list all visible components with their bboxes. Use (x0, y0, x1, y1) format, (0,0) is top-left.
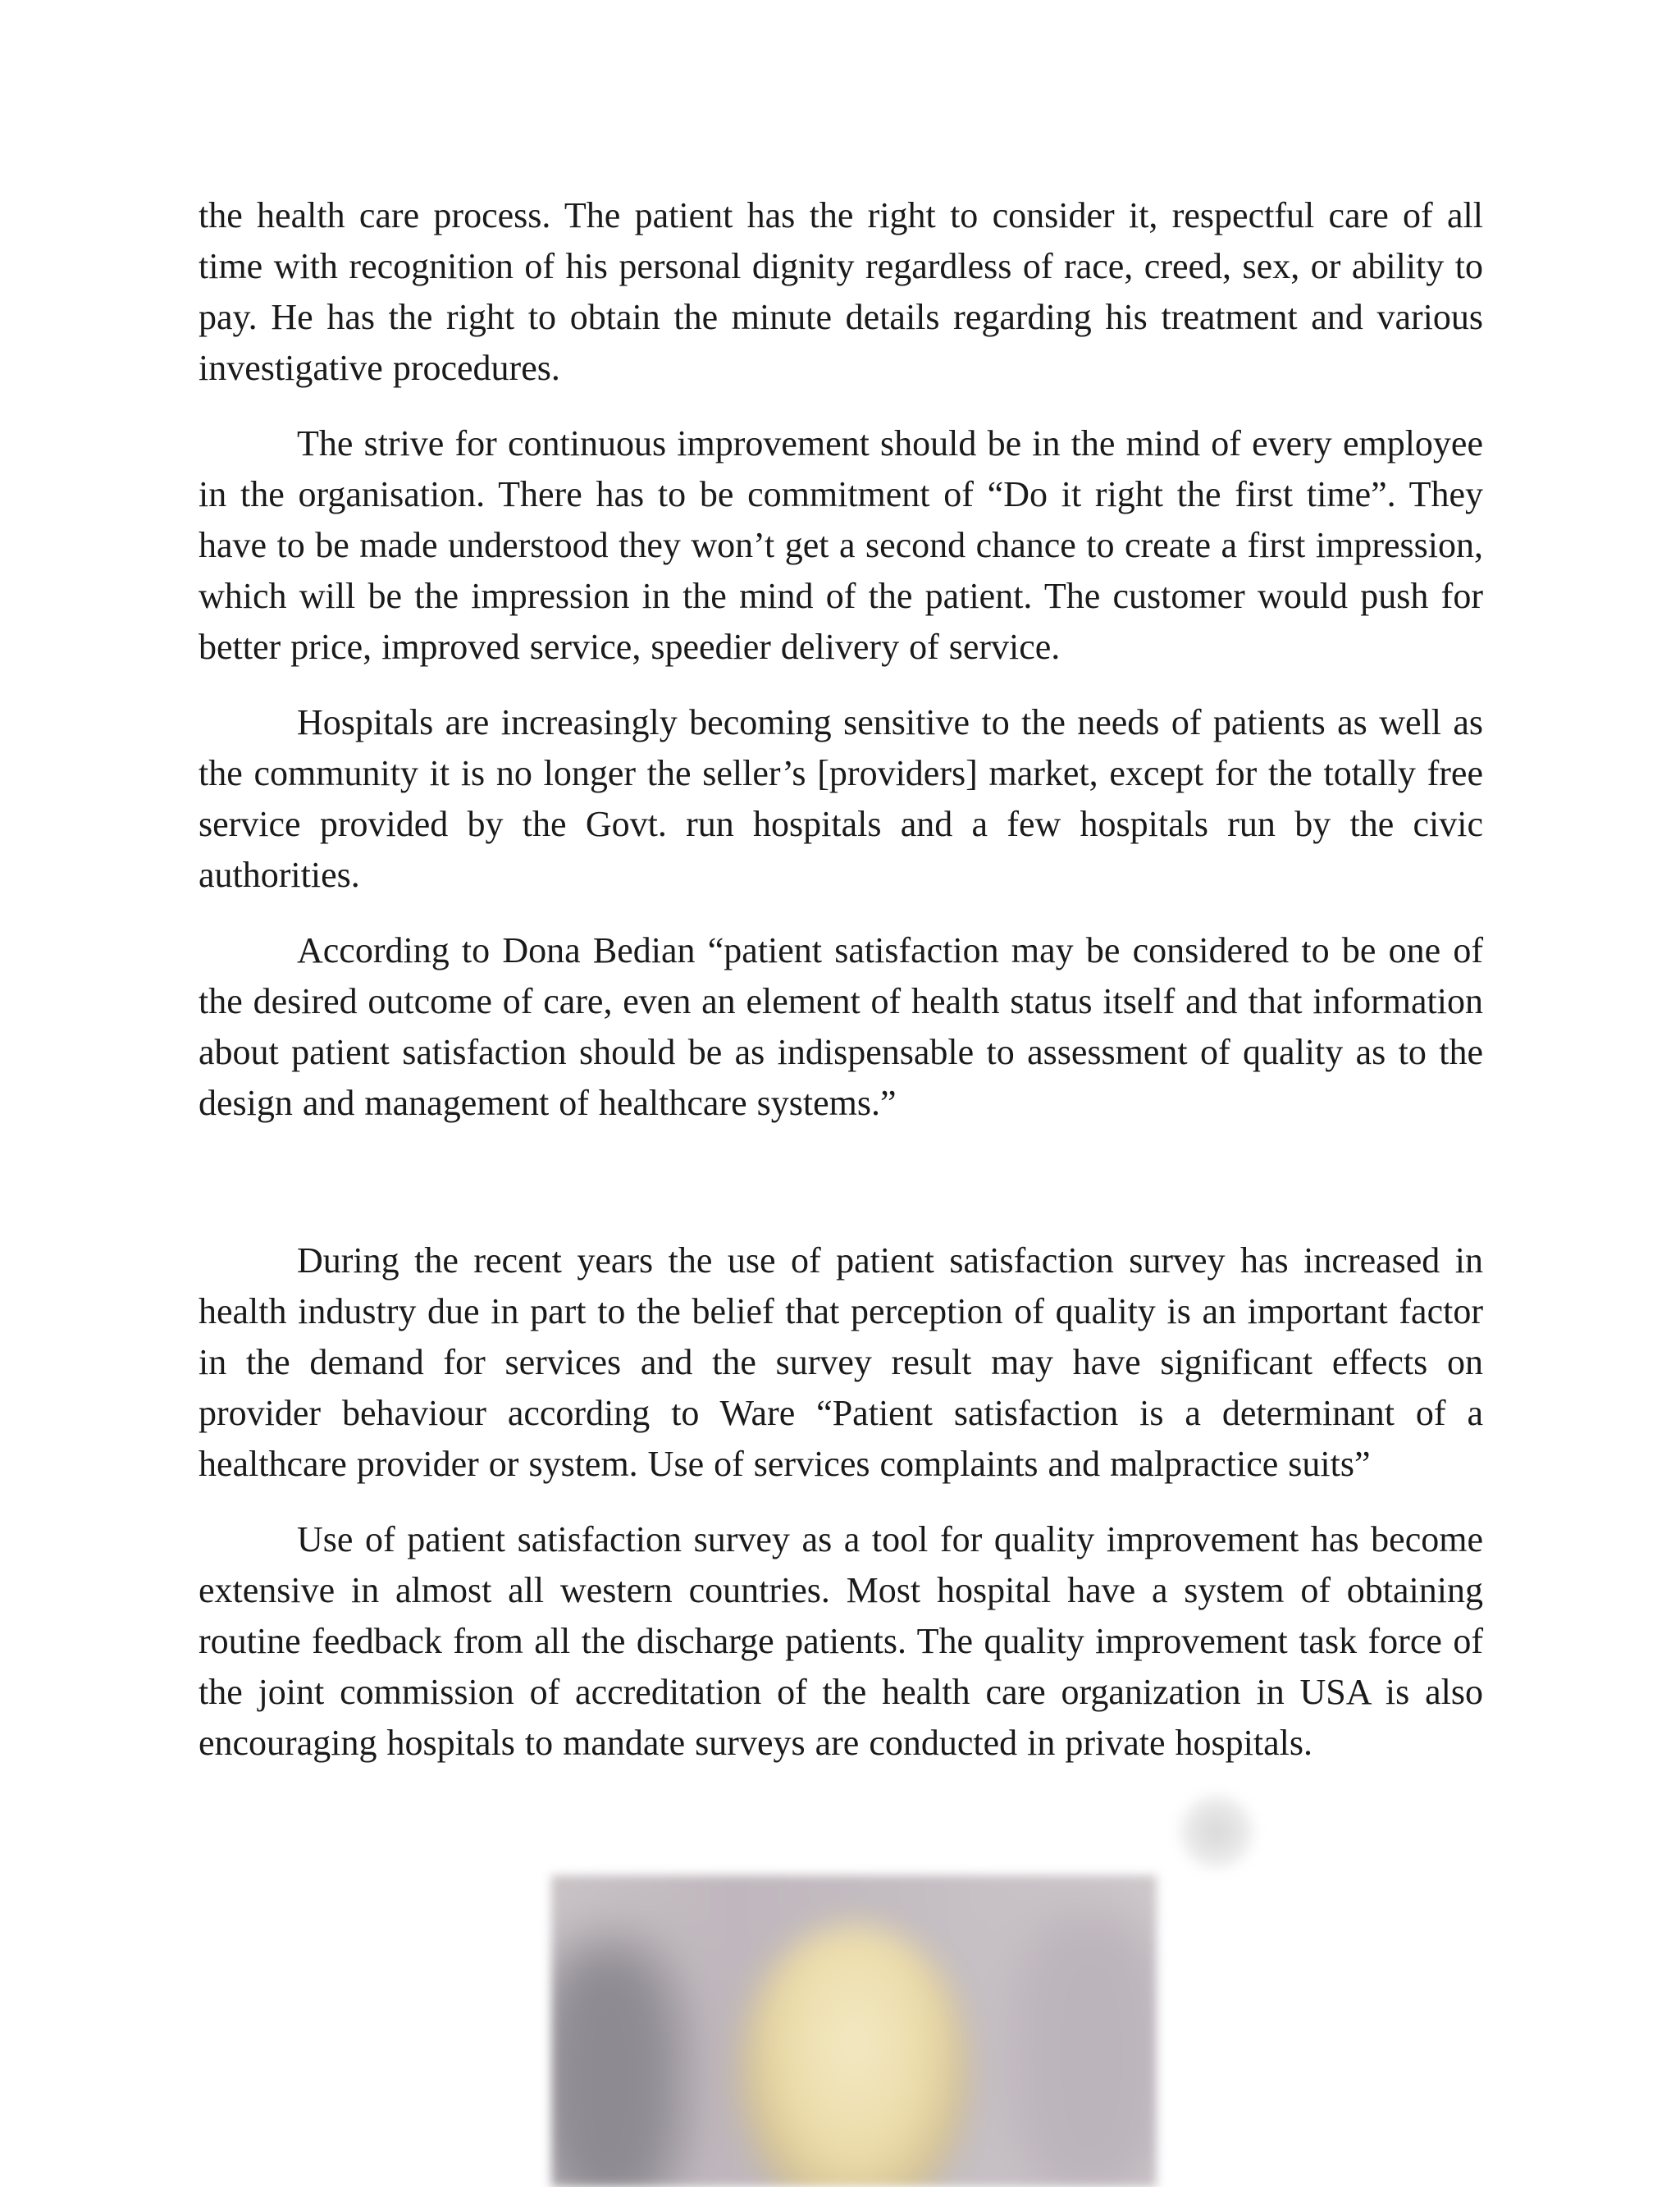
body-text (199, 190, 1483, 1769)
paragraph-6: Use of patient satisfaction survey as a tool for quality improvement has become extensive in almost all western countries. Most hospital have a system of obtaining routine feedback from all the discharge patients. The quality improvement task force of the joint commission of accreditation of the health care organization in USA is also encouraging hospitals to mandate surveys are conducted in private hospitals. (199, 1519, 1483, 1763)
paragraph-2: The strive for continuous improvement should be in the mind of every employee in the organisation. There has to be commitment of “Do it right the first time”. They have to be made understood they won’t get a second chance to create a first impression, which will be the impression in the mind of the patient. The customer would push for better price, improved service, speedier delivery of service. (199, 423, 1483, 667)
scan-smudge (1180, 1795, 1253, 1869)
paragraph-4: According to Dona Bedian “patient satisfaction may be considered to be one of the desired outcome of care, even an element of health status itself and that information about patient satisfaction should be as indispensable to assessment of quality as to the design and management of healthcare systems.” (199, 930, 1483, 1123)
paragraph-5: During the recent years the use of patient satisfaction survey has increased in health industry due in part to the belief that perception of quality is an important factor in the demand for services and the survey result may have significant effects on provider behaviour according to Ware “Patient satisfaction is a determinant of a healthcare provider or system. Use of services complaints and malpractice suits” (199, 1240, 1483, 1484)
paragraph-1: the health care process. The patient has the right to consider it, respectful care of all time with recognition of his personal dignity regardless of race, creed, sex, or ability to pay. He has the right to obtain the minute details regarding his treatment and various investigative procedures. (199, 195, 1483, 388)
paragraph-gap (199, 1129, 1483, 1235)
paragraph-3: Hospitals are increasingly becoming sensitive to the needs of patients as well as the community it is no longer the seller’s [providers] market, except for the totally free service provided by the Govt. run hospitals and a few hospitals run by the civic authorities. (199, 702, 1483, 895)
blurred-photo (551, 1875, 1157, 2187)
